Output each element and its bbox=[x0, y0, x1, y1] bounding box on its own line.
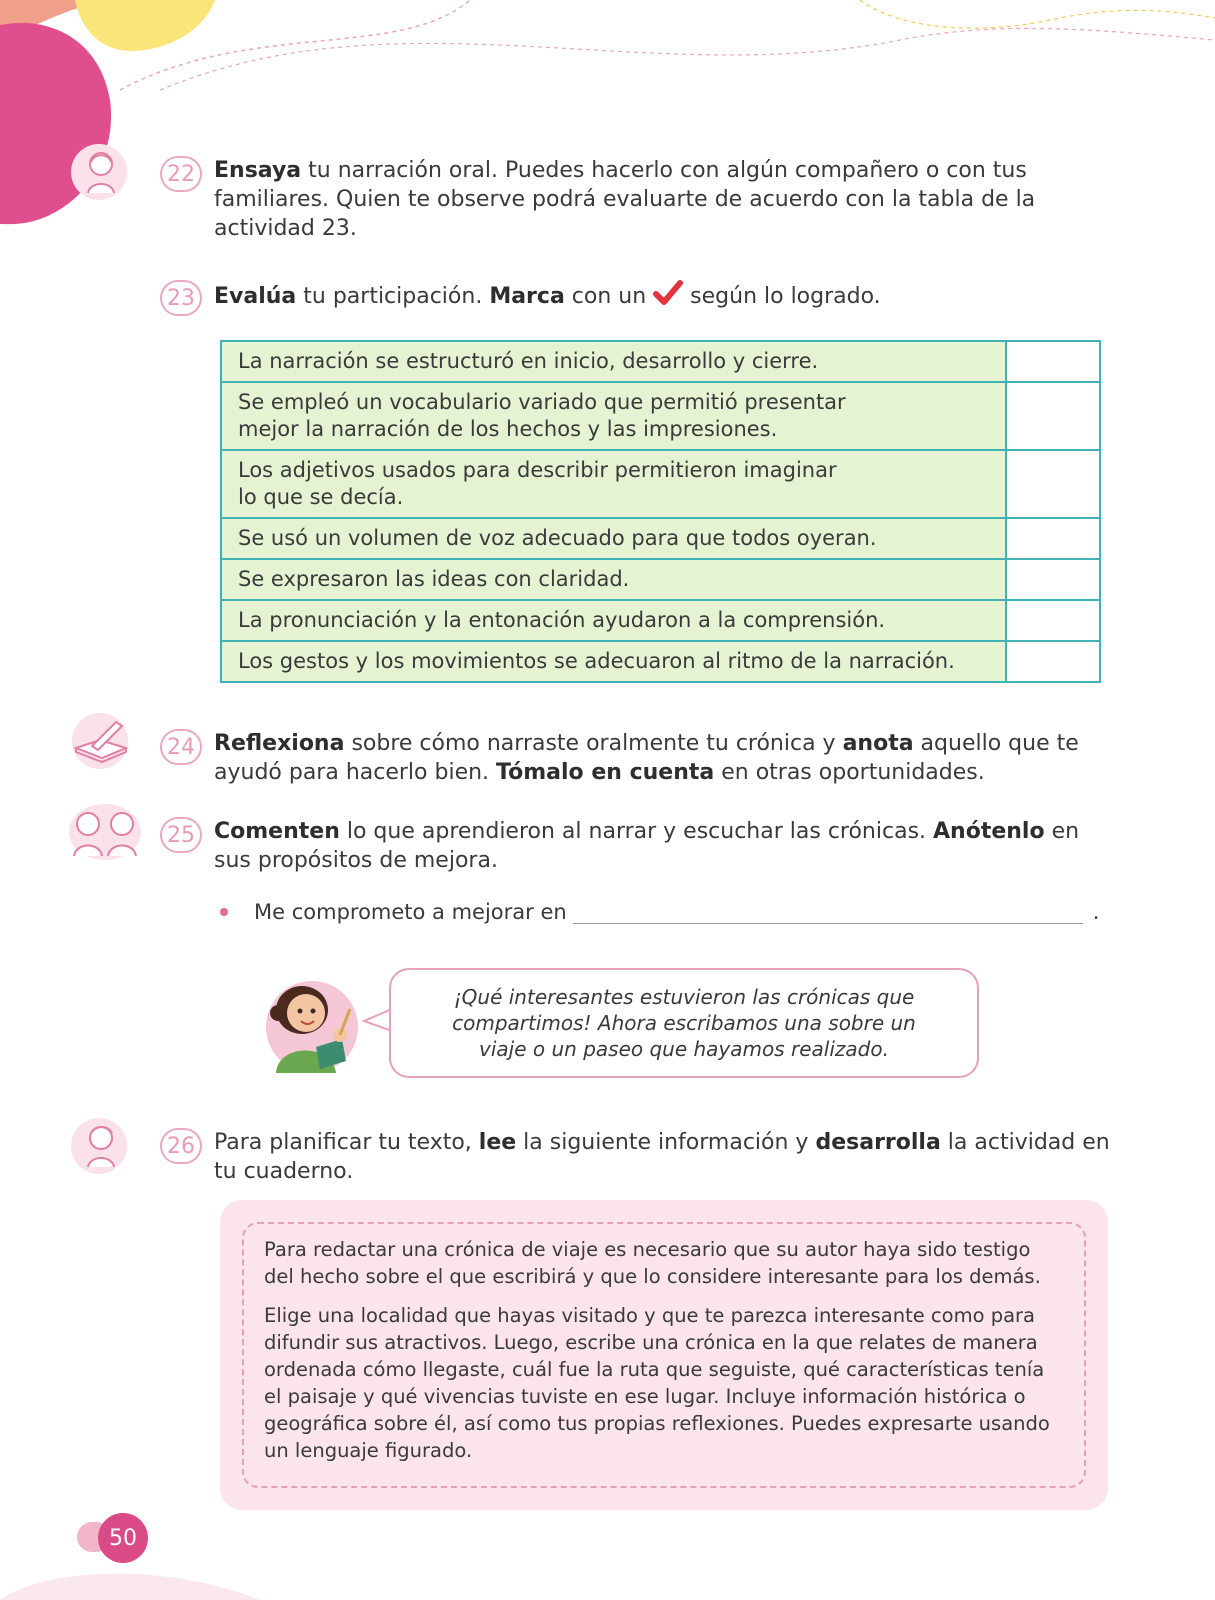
activity-number: 22 bbox=[160, 156, 202, 192]
activity-25 bbox=[160, 817, 1095, 875]
criterion-cell: Los gestos y los movimientos se adecuaron al ritmo de la narración. bbox=[221, 641, 1006, 682]
check-cell[interactable] bbox=[1006, 518, 1100, 559]
check-cell[interactable] bbox=[1006, 641, 1100, 682]
commitment-period: . bbox=[1092, 900, 1100, 924]
student-boy-icon bbox=[70, 1117, 128, 1179]
activity-instruction: Ensaya tu narración oral. Puedes hacerlo con algún compañero o con tus familiares. Quien te observe podrá evaluarte de acuerdo con la tabla de la actividad 23. bbox=[214, 158, 1036, 241]
criterion-cell: La narración se estructuró en inicio, desarrollo y cierre. bbox=[221, 341, 1006, 382]
activity-26 bbox=[160, 1128, 1115, 1186]
table-row bbox=[221, 641, 1100, 682]
check-cell[interactable] bbox=[1006, 600, 1100, 641]
commitment-line bbox=[220, 900, 1099, 924]
activity-instruction: Para planificar tu texto, lee la siguiente información y desarrolla la actividad en tu cuaderno. bbox=[214, 1130, 1110, 1184]
check-cell[interactable] bbox=[1006, 341, 1100, 382]
check-cell[interactable] bbox=[1006, 382, 1100, 450]
student-girl-icon bbox=[70, 143, 128, 205]
criterion-cell: Se empleó un vocabulario variado que permitió presentar mejor la narración de los hechos y las impresiones. bbox=[221, 382, 1006, 450]
activity-22 bbox=[160, 156, 1065, 243]
table-row bbox=[221, 450, 1100, 518]
bullet-dot bbox=[220, 908, 228, 916]
speech-bubble: ¡Qué interesantes estuvieron las crónicas que compartimos! Ahora escribamos una sobre un viaje o un paseo que hayamos realizado. bbox=[389, 968, 979, 1078]
table-row bbox=[221, 600, 1100, 641]
criterion-cell: La pronunciación y la entonación ayudaron a la comprensión. bbox=[221, 600, 1006, 641]
table-row bbox=[221, 382, 1100, 450]
info-box-content bbox=[242, 1222, 1086, 1488]
activity-instruction: Reflexiona sobre cómo narraste oralmente tu crónica y anota aquello que te ayudó para hacerlo bien. Tómalo en cuenta en otras oportunidades. bbox=[214, 731, 1079, 785]
criterion-cell: Se expresaron las ideas con claridad. bbox=[221, 559, 1006, 600]
speech-bubble-tail bbox=[362, 1005, 392, 1035]
pair-students-icon bbox=[66, 800, 144, 866]
info-paragraph: Para redactar una crónica de viaje es necesario que su autor haya sido testigo del hecho sobre el que escribirá y que lo considere interesante para los demás. bbox=[264, 1238, 1041, 1288]
activity-number: 26 bbox=[160, 1128, 202, 1164]
table-row bbox=[221, 518, 1100, 559]
activity-24 bbox=[160, 729, 1095, 787]
commitment-label: Me comprometo a mejorar en bbox=[254, 900, 567, 924]
check-cell[interactable] bbox=[1006, 450, 1100, 518]
page-number: 50 bbox=[98, 1513, 148, 1563]
table-row bbox=[221, 559, 1100, 600]
activity-23 bbox=[160, 280, 1065, 316]
table-row bbox=[221, 341, 1100, 382]
check-cell[interactable] bbox=[1006, 559, 1100, 600]
activity-number: 24 bbox=[160, 729, 202, 765]
criterion-cell: Se usó un volumen de voz adecuado para que todos oyeran. bbox=[221, 518, 1006, 559]
notebook-pencil-icon bbox=[70, 712, 132, 774]
evaluation-table bbox=[220, 340, 1101, 683]
info-paragraph: Elige una localidad que hayas visitado y que te parezca interesante como para difundir sus atractivos. Luego, escribe una crónica en la que relates de manera ordenada cómo llegaste, cuál fue la ruta que seguiste, qué características tenía el paisaje y qué vivencias tuviste en ese lugar. Incluye información histórica o geográfica sobre él, así como tus propias reflexiones. Puedes expresarte usando un lenguaje figurado. bbox=[264, 1304, 1050, 1462]
girl-avatar bbox=[262, 965, 362, 1084]
info-box bbox=[220, 1200, 1108, 1510]
activity-instruction: Comenten lo que aprendieron al narrar y escuchar las crónicas. Anótenlo en sus propósitos de mejora. bbox=[214, 819, 1080, 873]
activity-number: 23 bbox=[160, 280, 202, 316]
criterion-cell: Los adjetivos usados para describir permitieron imaginar lo que se decía. bbox=[221, 450, 1006, 518]
activity-instruction: Evalúa tu participación. Marca con un según lo logrado. bbox=[214, 280, 881, 314]
checkmark-icon bbox=[653, 280, 683, 314]
activity-number: 25 bbox=[160, 817, 202, 853]
commitment-answer-line[interactable] bbox=[573, 901, 1083, 924]
